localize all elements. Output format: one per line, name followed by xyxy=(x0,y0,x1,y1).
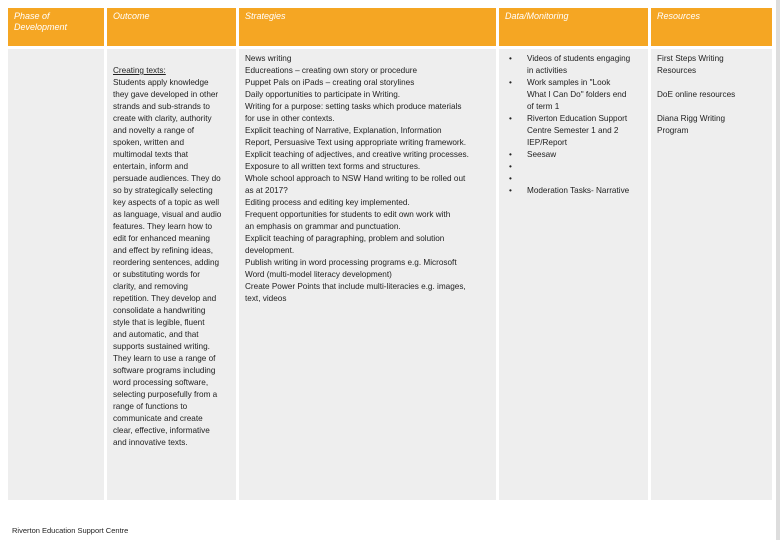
strategy-line: Puppet Pals on iPads – creating oral storylines xyxy=(245,78,415,87)
bullet-icon: • xyxy=(509,54,512,63)
bullet-icon: • xyxy=(509,186,512,195)
resource-item xyxy=(657,113,766,137)
strategy-line: Frequent opportunities for students to edit own work with xyxy=(245,210,451,219)
outcome-line: strands and sub-strands to xyxy=(113,102,210,111)
monitoring-item xyxy=(505,173,642,185)
monitoring-line: Work samples in "Look xyxy=(527,78,611,87)
strategy-line: Educreations – creating own story or procedure xyxy=(245,66,418,75)
resources-cell xyxy=(651,49,772,500)
resource-item xyxy=(657,53,766,77)
outcome-line: selecting purposefully from a xyxy=(113,390,218,399)
outcome-line: clarity, and removing xyxy=(113,282,188,291)
bullet-icon: • xyxy=(509,162,512,171)
footer-text: Riverton Education Support Centre xyxy=(12,526,129,535)
outcome-line: style that is legible, fluent xyxy=(113,318,205,327)
header-phase: Phase of Development xyxy=(8,8,104,46)
strategy-line: development. xyxy=(245,246,295,255)
outcome-line: or substituting words for xyxy=(113,270,200,279)
outcome-line: repetition. They develop and xyxy=(113,294,217,303)
outcome-line: range of functions to xyxy=(113,402,188,411)
outcome-line: and automatic, and that xyxy=(113,330,199,339)
strategies-cell xyxy=(239,49,496,500)
outcome-line: and effect by refining ideas, xyxy=(113,246,213,255)
header-resources: Resources xyxy=(651,8,772,46)
strategy-line: Publish writing in word processing programs e.g. Microsoft xyxy=(245,258,457,267)
outcome-line: communicate and create xyxy=(113,414,203,423)
header-monitoring: Data/Monitoring xyxy=(499,8,648,46)
monitoring-item xyxy=(505,185,642,197)
header-outcome: Outcome xyxy=(107,8,236,46)
outcome-text xyxy=(113,77,230,449)
outcome-line: entertain, inform and xyxy=(113,162,189,171)
outcome-line: reordering sentences, adding xyxy=(113,258,220,267)
strategies-list xyxy=(245,53,490,305)
outcome-line: multimodal texts that xyxy=(113,150,189,159)
strategy-line: Report, Persuasive Text using appropriate writing framework. xyxy=(245,138,467,147)
strategy-line: Explicit teaching of paragraphing, problem and solution xyxy=(245,234,445,243)
outcomes-table xyxy=(8,8,772,500)
resource-line: DoE online resources xyxy=(657,90,736,99)
scrollbar[interactable] xyxy=(776,0,780,540)
monitoring-item xyxy=(505,77,642,113)
strategy-line: as at 2017? xyxy=(245,186,288,195)
monitoring-cell xyxy=(499,49,648,500)
phase-cell xyxy=(8,49,104,500)
bullet-icon: • xyxy=(509,150,512,159)
bullet-icon: • xyxy=(509,174,512,183)
monitoring-line xyxy=(527,173,642,185)
strategy-line: News writing xyxy=(245,54,292,63)
strategy-line: Whole school approach to NSW Hand writing to be rolled out xyxy=(245,174,466,183)
outcome-line: and innovative texts. xyxy=(113,438,188,447)
monitoring-item xyxy=(505,53,642,77)
bullet-icon: • xyxy=(509,114,512,123)
strategy-line: an emphasis on grammar and punctuation. xyxy=(245,222,401,231)
outcome-line: so by strategically selecting xyxy=(113,186,213,195)
outcome-line: they gave developed in other xyxy=(113,90,219,99)
monitoring-line: in activities xyxy=(527,66,568,75)
monitoring-line xyxy=(527,161,642,173)
outcome-line: clear, effective, informative xyxy=(113,426,210,435)
strategy-line: Word (multi-model literacy development) xyxy=(245,270,392,279)
outcome-line: consolidate a handwriting xyxy=(113,306,206,315)
resource-line: Program xyxy=(657,126,689,135)
strategy-line: for use in other contexts. xyxy=(245,114,335,123)
outcome-line: key aspects of a topic as well xyxy=(113,198,220,207)
monitoring-line: IEP/Report xyxy=(527,138,568,147)
outcome-line: and novelty a range of xyxy=(113,126,195,135)
resource-line: Diana Rigg Writing xyxy=(657,114,726,123)
outcome-line: as language, visual and audio xyxy=(113,210,222,219)
outcome-line: software programs including xyxy=(113,366,216,375)
monitoring-line: What I Can Do" folders end xyxy=(527,90,627,99)
strategy-line: Create Power Points that include multi-literacies e.g. images, xyxy=(245,282,466,291)
resource-line: First Steps Writing xyxy=(657,54,724,63)
outcome-title: Creating texts: xyxy=(113,66,166,75)
monitoring-line: Riverton Education Support xyxy=(527,114,628,123)
monitoring-line: Moderation Tasks- Narrative xyxy=(527,186,630,195)
strategy-line: Explicit teaching of Narrative, Explanation, Information xyxy=(245,126,442,135)
outcome-line: edit for enhanced meaning xyxy=(113,234,210,243)
strategy-line: Editing process and editing key implemented. xyxy=(245,198,410,207)
resource-item xyxy=(657,89,766,101)
strategy-line: Writing for a purpose: setting tasks which produce materials xyxy=(245,102,462,111)
strategy-line: text, videos xyxy=(245,294,287,303)
outcome-cell xyxy=(107,49,236,500)
strategy-line: Daily opportunities to participate in Writing. xyxy=(245,90,401,99)
outcome-line: persuade audiences. They do xyxy=(113,174,221,183)
strategy-line: Explicit teaching of adjectives, and creative writing processes. xyxy=(245,150,469,159)
monitoring-line: of term 1 xyxy=(527,102,560,111)
outcome-line: spoken, written and xyxy=(113,138,185,147)
monitoring-line: Seesaw xyxy=(527,150,557,159)
monitoring-item xyxy=(505,113,642,149)
outcome-line: word processing software, xyxy=(113,378,209,387)
outcome-line: create with clarity, authority xyxy=(113,114,212,123)
monitoring-list xyxy=(505,53,642,197)
resource-line: Resources xyxy=(657,66,697,75)
outcome-line: They learn to use a range of xyxy=(113,354,216,363)
monitoring-item xyxy=(505,161,642,173)
monitoring-item xyxy=(505,149,642,161)
bullet-icon: • xyxy=(509,78,512,87)
header-strategies: Strategies xyxy=(239,8,496,46)
outcome-line: supports sustained writing. xyxy=(113,342,210,351)
outcome-line: features. They learn how to xyxy=(113,222,213,231)
resources-list xyxy=(657,53,766,137)
monitoring-line: Centre Semester 1 and 2 xyxy=(527,126,619,135)
monitoring-line: Videos of students engaging xyxy=(527,54,631,63)
outcome-line: Students apply knowledge xyxy=(113,78,209,87)
strategy-line: Exposure to all written text forms and structures. xyxy=(245,162,421,171)
